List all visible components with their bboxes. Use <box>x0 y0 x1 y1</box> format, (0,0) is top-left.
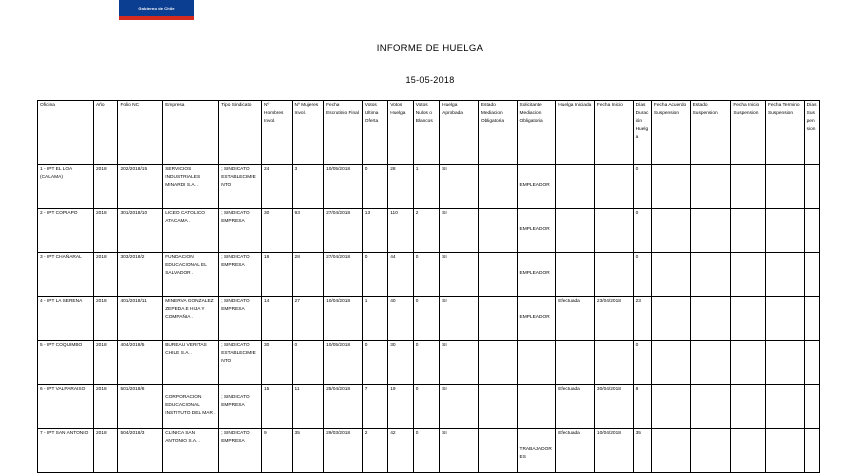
column-header: Huelga Iniciada <box>556 101 595 165</box>
cell-empresa: MINERVA GONZALEZ ZEPEDA E HIJA Y COMPAÑIA . <box>163 297 219 341</box>
report-date: 15-05-2018 <box>405 75 455 85</box>
cell-mujeres: 3 <box>292 165 324 209</box>
column-header: Fecha Escrutinio Final <box>324 101 363 165</box>
cell-empresa: SERVICIOS INDUSTRIALES MINARDI S.A. . <box>163 165 219 209</box>
cell-hombres: 18 <box>262 253 293 297</box>
cell-votos-nulos: 2 <box>413 209 439 253</box>
cell-inicio-susp <box>731 297 766 341</box>
cell-tipo: ; SINDICATO EMPRESA <box>219 429 262 473</box>
column-header: Fecha Inicio Suspension <box>731 101 766 165</box>
cell-fecha-escrutinio: 29/03/2018 <box>324 429 363 473</box>
cell-hombres: 9 <box>262 429 293 473</box>
cell-fecha-escrutinio: 10/04/2018 <box>324 297 363 341</box>
cell-votos-oferta: 7 <box>362 385 387 429</box>
table-row <box>38 385 820 429</box>
cell-dias: 23 <box>633 297 651 341</box>
table-row <box>38 341 820 385</box>
cell-iniciada: Efectuada <box>556 385 595 429</box>
cell-dias-susp <box>804 429 819 473</box>
cell-fecha-escrutinio: 25/04/2018 <box>324 385 363 429</box>
cell-dias-susp <box>804 297 819 341</box>
cell-solicitante: EMPLEADOR <box>517 209 556 253</box>
cell-empresa: CORPORACION EDUCACIONAL INSTITUTO DEL MAR . <box>163 385 219 429</box>
cell-hombres: 24 <box>262 165 293 209</box>
column-header: Tipo Sindicato <box>219 101 262 165</box>
cell-fecha-inicio <box>594 209 633 253</box>
cell-folio: 401/2018/11 <box>118 297 163 341</box>
cell-folio: 202/2018/15 <box>118 165 163 209</box>
cell-tipo: ; SINDICATO EMPRESA <box>219 253 262 297</box>
cell-votos-oferta: 2 <box>362 429 387 473</box>
cell-estado-mediacion <box>478 429 517 473</box>
cell-anio: 2018 <box>94 429 118 473</box>
cell-anio: 2018 <box>94 297 118 341</box>
cell-tipo: ; SINDICATO ESTABLECIMIENTO <box>219 165 262 209</box>
cell-solicitante: EMPLEADOR <box>517 253 556 297</box>
cell-anio: 2018 <box>94 385 118 429</box>
cell-dias-susp <box>804 253 819 297</box>
cell-hombres: 30 <box>262 209 293 253</box>
cell-tipo: ; SINDICATO EMPRESA <box>219 385 262 429</box>
cell-acuerdo <box>651 429 690 473</box>
cell-aprobada: SI <box>440 385 479 429</box>
cell-mujeres: 35 <box>292 429 324 473</box>
column-header: Fecha Acuerdo Suspension <box>651 101 690 165</box>
column-header: Votos Ultima Oferta <box>362 101 387 165</box>
cell-estado-susp <box>690 385 731 429</box>
cell-estado-mediacion <box>478 165 517 209</box>
cell-dias: 8 <box>633 385 651 429</box>
cell-aprobada: SI <box>440 297 479 341</box>
cell-tipo: ; SINDICATO ESTABLECIMIENTO <box>219 341 262 385</box>
cell-fecha-inicio <box>594 341 633 385</box>
column-header: Votos Nulos o Blancos <box>413 101 439 165</box>
cell-votos-huelga: 42 <box>388 429 413 473</box>
cell-acuerdo <box>651 209 690 253</box>
cell-dias: 35 <box>633 429 651 473</box>
cell-estado-mediacion <box>478 341 517 385</box>
cell-oficina: 6 - IPT VALPARAISO <box>38 385 94 429</box>
cell-aprobada: SI <box>440 429 479 473</box>
cell-fecha-escrutinio: 27/04/2018 <box>324 209 363 253</box>
cell-dias-susp <box>804 341 819 385</box>
column-header: Año <box>94 101 118 165</box>
cell-estado-susp <box>690 341 731 385</box>
cell-inicio-susp <box>731 165 766 209</box>
column-header: Fecha Inicio <box>594 101 633 165</box>
cell-folio: 504/2018/3 <box>118 429 163 473</box>
cell-termino-susp <box>765 253 804 297</box>
cell-hombres: 15 <box>262 385 293 429</box>
cell-mujeres: 28 <box>292 253 324 297</box>
cell-dias: 0 <box>633 253 651 297</box>
column-header: Oficina <box>38 101 94 165</box>
cell-anio: 2018 <box>94 253 118 297</box>
cell-acuerdo <box>651 385 690 429</box>
cell-hombres: 30 <box>262 341 293 385</box>
cell-estado-mediacion <box>478 385 517 429</box>
cell-oficina: 4 - IPT LA SERENA <box>38 297 94 341</box>
cell-acuerdo <box>651 165 690 209</box>
table-row <box>38 297 820 341</box>
cell-iniciada: Efectuada <box>556 429 595 473</box>
cell-estado-mediacion <box>478 209 517 253</box>
cell-oficina: 5 - IPT COQUIMBO <box>38 341 94 385</box>
cell-termino-susp <box>765 165 804 209</box>
column-header: Estado Mediacion Obligatoria <box>478 101 517 165</box>
cell-folio: 301/2018/10 <box>118 209 163 253</box>
gobierno-logo <box>119 0 194 20</box>
cell-votos-nulos: 0 <box>413 253 439 297</box>
cell-votos-huelga: 19 <box>388 385 413 429</box>
cell-votos-huelga: 28 <box>388 165 413 209</box>
strike-report-table <box>37 100 820 473</box>
cell-votos-oferta: 0 <box>362 165 387 209</box>
cell-votos-nulos: 0 <box>413 341 439 385</box>
cell-oficina: 1 - IPT EL LOA (CALAMA) <box>38 165 94 209</box>
cell-dias-susp <box>804 209 819 253</box>
cell-mujeres: 11 <box>292 385 324 429</box>
column-header: Fecha Termino Suspension <box>765 101 804 165</box>
cell-folio: 501/2018/8 <box>118 385 163 429</box>
cell-termino-susp <box>765 341 804 385</box>
cell-votos-oferta: 0 <box>362 341 387 385</box>
cell-oficina: 2 - IPT COPIAPO <box>38 209 94 253</box>
column-header: Nº Mujeres Invol. <box>292 101 324 165</box>
cell-iniciada <box>556 253 595 297</box>
cell-fecha-inicio <box>594 253 633 297</box>
cell-termino-susp <box>765 209 804 253</box>
column-header: Solicitante Mediacion Obligatoria <box>517 101 556 165</box>
cell-votos-huelga: 40 <box>388 297 413 341</box>
cell-votos-huelga: 30 <box>388 341 413 385</box>
column-header: Días Duración Huelga <box>633 101 651 165</box>
gobierno-logo-text: Gobierno de Chile <box>138 5 175 11</box>
cell-iniciada <box>556 165 595 209</box>
cell-estado-mediacion <box>478 253 517 297</box>
cell-solicitante: EMPLEADOR <box>517 165 556 209</box>
table-row <box>38 209 820 253</box>
cell-aprobada: SI <box>440 253 479 297</box>
cell-solicitante <box>517 341 556 385</box>
cell-folio: 303/2018/2 <box>118 253 163 297</box>
cell-aprobada: SI <box>440 341 479 385</box>
cell-estado-susp <box>690 297 731 341</box>
cell-folio: 404/2018/5 <box>118 341 163 385</box>
cell-dias: 0 <box>633 341 651 385</box>
column-header: Días Suspension <box>804 101 819 165</box>
cell-empresa: FUNDACION EDUCACIONAL EL SALVADOR . <box>163 253 219 297</box>
cell-aprobada: SI <box>440 209 479 253</box>
column-header: Votos Huelga <box>388 101 413 165</box>
cell-anio: 2018 <box>94 341 118 385</box>
cell-fecha-inicio: 30/04/2018 <box>594 385 633 429</box>
cell-votos-nulos: 0 <box>413 385 439 429</box>
column-header: Estado Suspension <box>690 101 731 165</box>
cell-empresa: BUREAU VERITAS CHILE S.A. . <box>163 341 219 385</box>
cell-acuerdo <box>651 253 690 297</box>
cell-fecha-escrutinio: 27/04/2018 <box>324 253 363 297</box>
cell-anio: 2018 <box>94 209 118 253</box>
cell-inicio-susp <box>731 209 766 253</box>
cell-votos-huelga: 110 <box>388 209 413 253</box>
cell-inicio-susp <box>731 429 766 473</box>
cell-fecha-escrutinio: 10/05/2018 <box>324 341 363 385</box>
cell-inicio-susp <box>731 385 766 429</box>
header-row <box>38 101 820 165</box>
cell-fecha-escrutinio: 10/05/2018 <box>324 165 363 209</box>
table-row <box>38 429 820 473</box>
cell-iniciada <box>556 209 595 253</box>
report-title: INFORME DE HUELGA <box>376 43 484 54</box>
cell-estado-susp <box>690 165 731 209</box>
cell-votos-huelga: 44 <box>388 253 413 297</box>
cell-mujeres: 0 <box>292 341 324 385</box>
table-row <box>38 165 820 209</box>
cell-votos-oferta: 13 <box>362 209 387 253</box>
cell-estado-susp <box>690 429 731 473</box>
cell-estado-susp <box>690 253 731 297</box>
cell-oficina: 7 - IPT SAN ANTONIO <box>38 429 94 473</box>
column-header: Nº Hombres Invol. <box>262 101 293 165</box>
cell-termino-susp <box>765 385 804 429</box>
cell-solicitante: EMPLEADOR <box>517 297 556 341</box>
cell-fecha-inicio: 23/04/2018 <box>594 297 633 341</box>
cell-dias-susp <box>804 385 819 429</box>
cell-votos-nulos: 0 <box>413 297 439 341</box>
cell-acuerdo <box>651 341 690 385</box>
cell-dias: 0 <box>633 209 651 253</box>
cell-estado-mediacion <box>478 297 517 341</box>
cell-anio: 2018 <box>94 165 118 209</box>
cell-termino-susp <box>765 297 804 341</box>
cell-solicitante <box>517 385 556 429</box>
cell-mujeres: 27 <box>292 297 324 341</box>
column-header: Folio NC <box>118 101 163 165</box>
cell-hombres: 14 <box>262 297 293 341</box>
cell-inicio-susp <box>731 253 766 297</box>
cell-fecha-inicio <box>594 165 633 209</box>
cell-inicio-susp <box>731 341 766 385</box>
cell-votos-oferta: 0 <box>362 253 387 297</box>
cell-aprobada: SI <box>440 165 479 209</box>
cell-votos-nulos: 1 <box>413 165 439 209</box>
cell-oficina: 3 - IPT CHAÑARAL <box>38 253 94 297</box>
cell-dias: 0 <box>633 165 651 209</box>
cell-solicitante: TRABAJADORES <box>517 429 556 473</box>
table-row <box>38 253 820 297</box>
cell-empresa: CLINICA SAN ANTONIO S.A. . <box>163 429 219 473</box>
cell-mujeres: 93 <box>292 209 324 253</box>
cell-dias-susp <box>804 165 819 209</box>
cell-estado-susp <box>690 209 731 253</box>
column-header: Empresa <box>163 101 219 165</box>
cell-tipo: ; SINDICATO EMPRESA <box>219 209 262 253</box>
cell-votos-nulos: 0 <box>413 429 439 473</box>
cell-votos-oferta: 1 <box>362 297 387 341</box>
cell-fecha-inicio: 10/04/2018 <box>594 429 633 473</box>
cell-iniciada: Efectuada <box>556 297 595 341</box>
cell-tipo: ; SINDICATO EMPRESA <box>219 297 262 341</box>
column-header: Huelga Aprobada <box>440 101 479 165</box>
cell-empresa: LICEO CATOLICO ATACAMA . <box>163 209 219 253</box>
cell-termino-susp <box>765 429 804 473</box>
cell-acuerdo <box>651 297 690 341</box>
cell-iniciada <box>556 341 595 385</box>
